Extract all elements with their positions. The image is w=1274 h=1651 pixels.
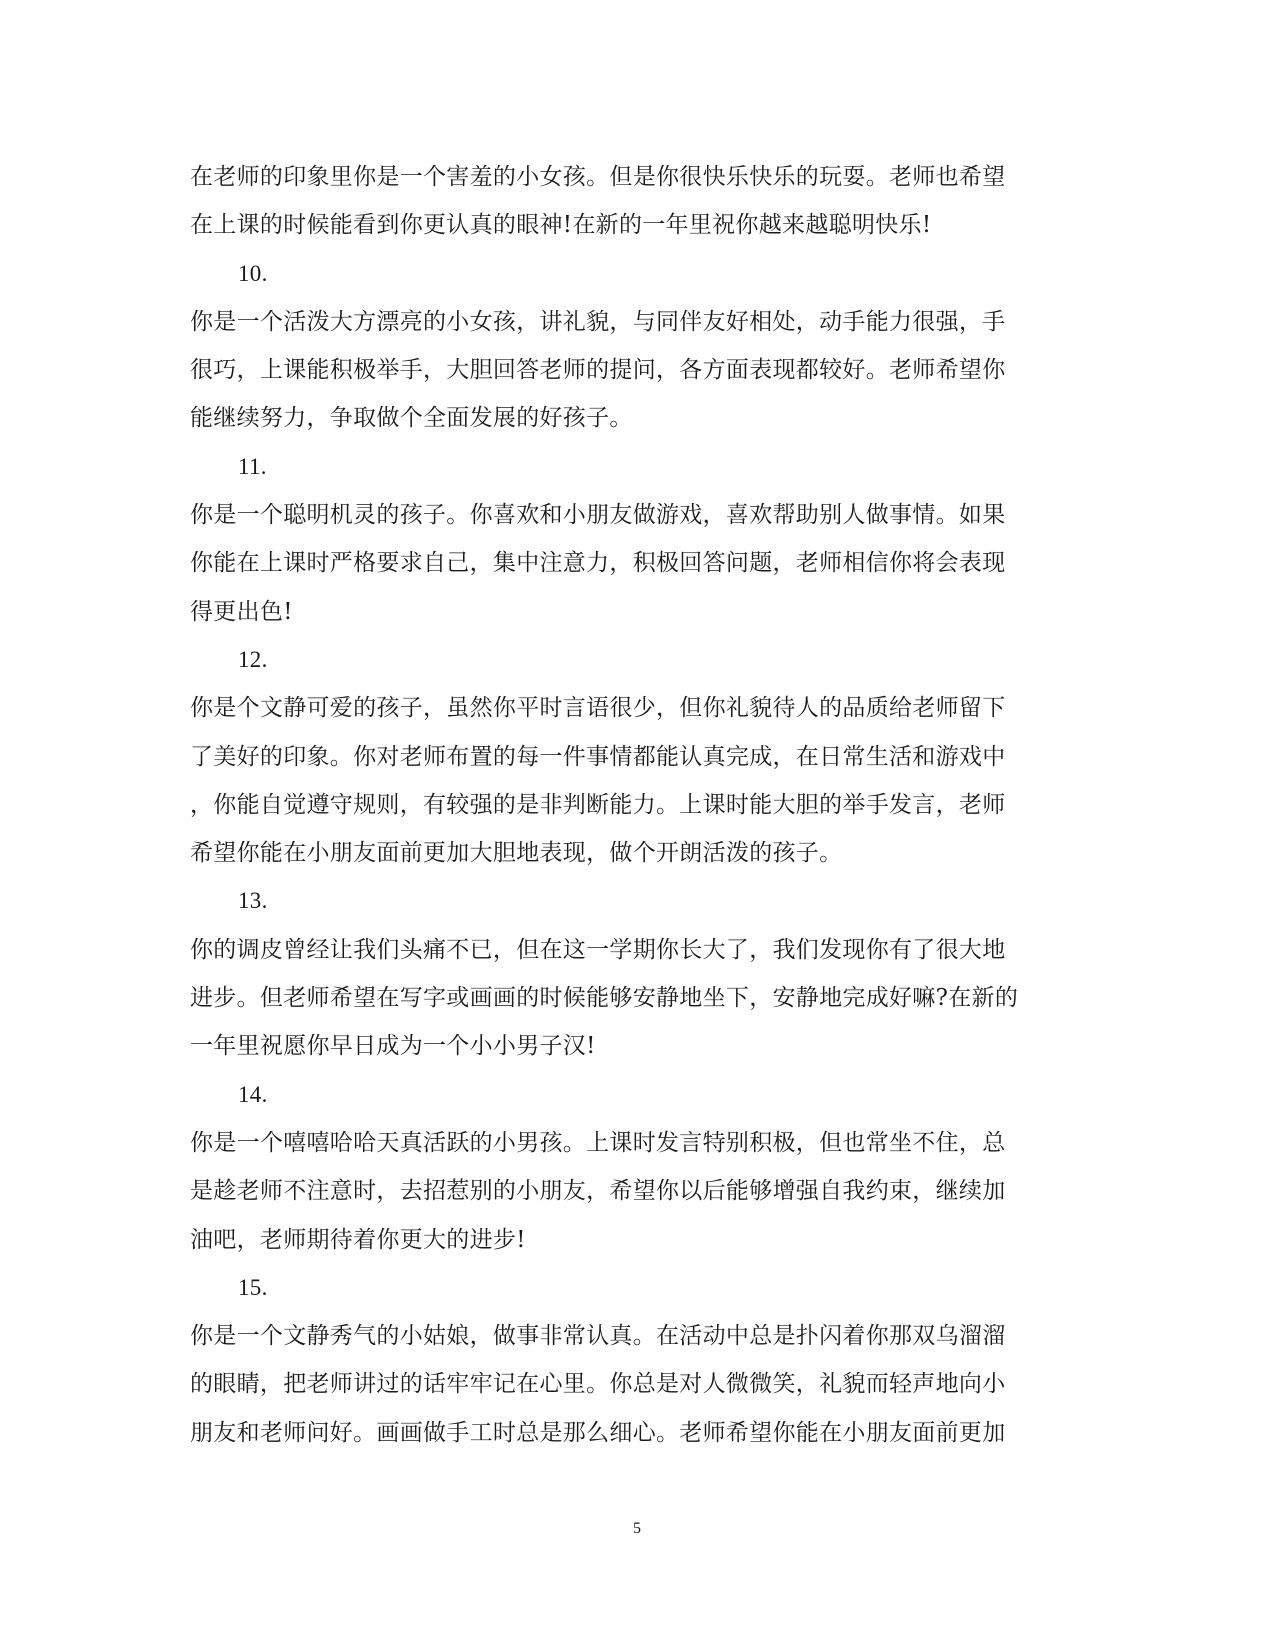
item-number: 14. [238,1081,268,1107]
text-line: 希望你能在小朋友面前更加大胆地表现，做个开朗活泼的孩子。 [190,840,843,867]
item-number: 10. [238,260,268,286]
text-line: 你是个文静可爱的孩子，虽然你平时言语很少，但你礼貌待人的品质给老师留下 [190,695,1006,722]
text-line: 的眼睛，把老师讲过的话牢牢记在心里。你总是对人微微笑，礼貌而轻声地向小 [190,1371,1006,1398]
text-line: 你是一个聪明机灵的孩子。你喜欢和小朋友做游戏，喜欢帮助别人做事情。如果 [190,502,1006,529]
item-number: 12. [238,646,268,672]
text-line: 油吧，老师期待着你更大的进步! [190,1226,526,1253]
text-line: 很巧，上课能积极举手，大胆回答老师的提问，各方面表现都较好。老师希望你 [190,357,1006,384]
item-number: 13. [238,888,268,914]
text-line: 得更出色! [190,598,293,625]
item-number: 15. [238,1274,268,1300]
text-line: 了美好的印象。你对老师布置的每一件事情都能认真完成，在日常生活和游戏中 [190,743,1006,770]
text-line: 你的调皮曾经让我们头痛不已，但在这一学期你长大了，我们发现你有了很大地 [190,936,1006,963]
text-line: 进步。但老师希望在写字或画画的时候能够安静地坐下，安静地完成好嘛?在新的 [190,985,1019,1012]
document-body [190,153,1080,1457]
item-number: 11. [238,453,267,479]
text-line: 能继续努力，争取做个全面发展的好孩子。 [190,405,633,432]
page-number: 5 [633,1520,641,1537]
text-line: 你是一个活泼大方漂亮的小女孩，讲礼貌，与同伴友好相处，动手能力很强，手 [190,308,1006,335]
text-line: 朋友和老师问好。画画做手工时总是那么细心。老师希望你能在小朋友面前更加 [190,1419,1006,1446]
text-line: 你是一个文静秀气的小姑娘，做事非常认真。在活动中总是扑闪着你那双乌溜溜 [190,1323,1006,1350]
text-line: 一年里祝愿你早日成为一个小小男子汉! [190,1033,596,1060]
text-line: 你是一个嘻嘻哈哈天真活跃的小男孩。上课时发言特别积极，但也常坐不住，总 [190,1129,1006,1156]
text-line: 在老师的印象里你是一个害羞的小女孩。但是你很快乐快乐的玩耍。老师也希望 [190,164,1006,190]
text-line: 是趁老师不注意时，去招惹别的小朋友，希望你以后能够增强自我约束，继续加 [190,1178,1006,1205]
text-line: 在上课的时候能看到你更认真的眼神!在新的一年里祝你越来越聪明快乐! [190,212,932,239]
text-line: ，你能自觉遵守规则，有较强的是非判断能力。上课时能大胆的举手发言，老师 [190,791,1006,818]
text-line: 你能在上课时严格要求自己，集中注意力，积极回答问题，老师相信你将会表现 [190,550,1006,577]
